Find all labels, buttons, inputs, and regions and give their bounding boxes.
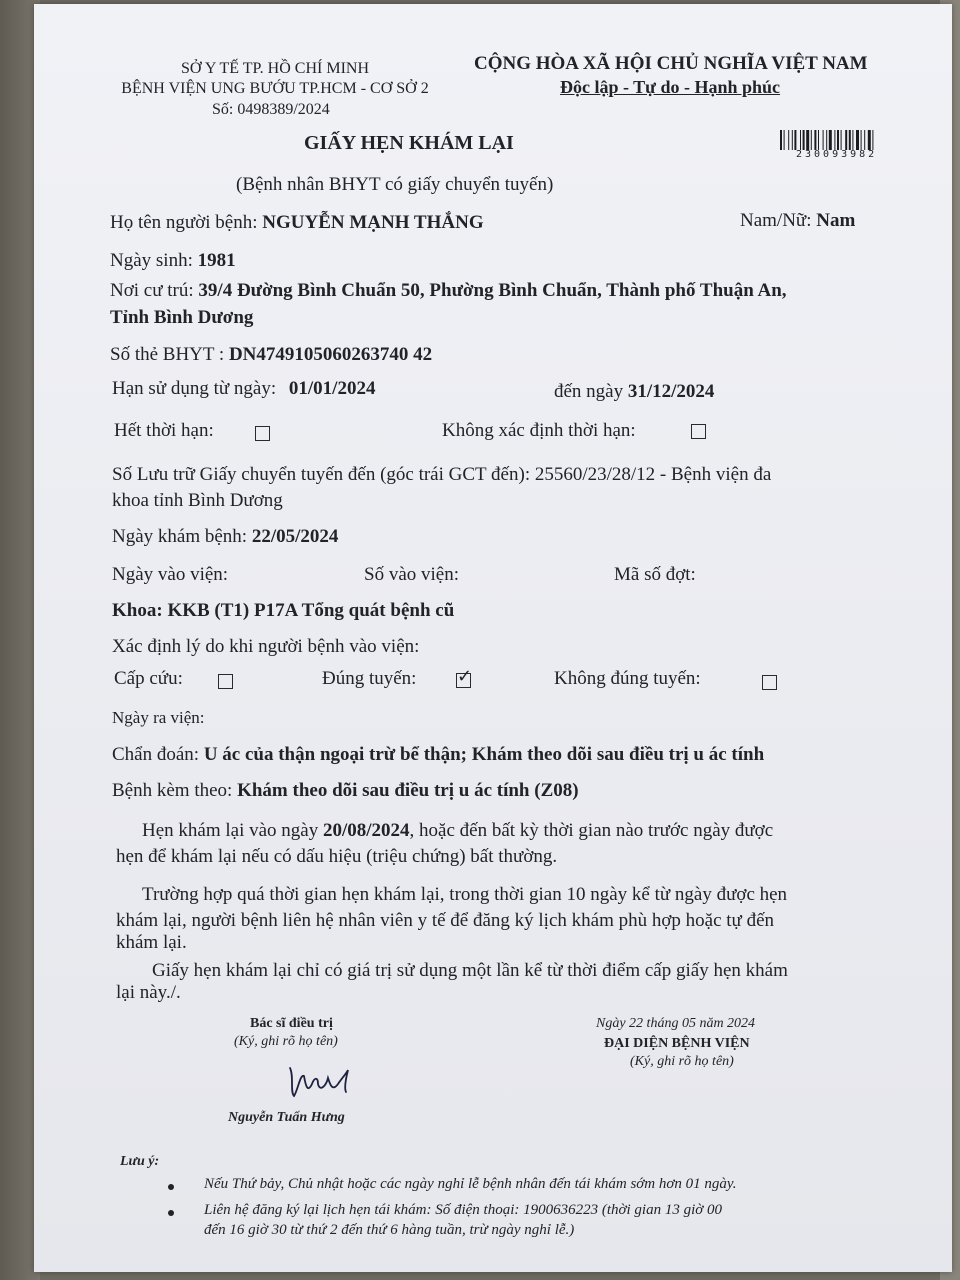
paragraph1-post: , hoặc đến bất kỳ thời gian nào trước ngày được	[409, 820, 774, 841]
note-item2-line2: đến 16 giờ 30 từ thứ 2 đến thứ 6 hàng tuần, trừ ngày nghỉ lễ.)	[204, 1222, 575, 1238]
national-title: CỘNG HÒA XÃ HỘI CHỦ NGHĨA VIỆT NAM	[474, 53, 868, 74]
barcode-number: 230093982	[796, 149, 878, 160]
gender-label: Nam/Nữ:	[740, 210, 812, 231]
admission-reason-label: Xác định lý do khi người bệnh vào viện:	[112, 636, 420, 657]
document-subtitle: (Bệnh nhân BHYT có giấy chuyển tuyến)	[236, 174, 554, 195]
note-item1: Nếu Thứ bảy, Chủ nhật hoặc các ngày nghỉ lễ bệnh nhân đến tái khám sớm hơn 01 ngày.	[204, 1176, 737, 1192]
referral-line2: khoa tỉnh Bình Dương	[112, 490, 283, 511]
admit-date-label: Ngày vào viện:	[112, 564, 229, 585]
valid-from-row	[112, 378, 375, 400]
exam-date-label: Ngày khám bệnh:	[112, 526, 248, 547]
paragraph3-line2: lại này./.	[116, 982, 181, 1003]
doctor-name: Nguyễn Tuấn Hưng	[228, 1110, 345, 1125]
paragraph2-line1: Trường hợp quá thời gian hẹn khám lại, trong thời gian 10 ngày kể từ ngày được hẹn	[142, 884, 788, 905]
bullet-icon	[168, 1184, 174, 1190]
doctor-sign-note: (Ký, ghi rõ họ tên)	[234, 1034, 338, 1049]
address-row	[110, 280, 787, 302]
correct-route-label: Đúng tuyến:	[322, 668, 417, 689]
patient-name: NGUYỄN MẠNH THẮNG	[262, 212, 484, 233]
valid-from-value: 01/01/2024	[288, 378, 376, 399]
gender-value: Nam	[816, 210, 856, 231]
comorbidity-value: Khám theo dõi sau điều trị u ác tính (Z08)	[237, 780, 579, 801]
patient-name-row	[110, 212, 484, 234]
diagnosis-row	[112, 744, 764, 766]
dob-label: Ngày sinh:	[110, 250, 193, 271]
department-label: Khoa:	[112, 600, 163, 621]
diagnosis-label: Chẩn đoán:	[112, 744, 200, 765]
document-title: GIẤY HẸN KHÁM LẠI	[304, 132, 514, 154]
insurance-card-label: Số thẻ BHYT :	[110, 344, 225, 365]
wrong-route-checkbox[interactable]	[762, 675, 777, 690]
paragraph1-pre: Hẹn khám lại vào ngày	[142, 820, 323, 841]
paragraph1-line1	[142, 820, 773, 842]
expired-label: Hết thời hạn:	[114, 420, 214, 441]
valid-to-label: đến ngày	[554, 381, 624, 402]
doctor-title: Bác sĩ điều trị	[250, 1016, 333, 1031]
comorbidity-label: Bệnh kèm theo:	[112, 780, 233, 801]
gender-row	[740, 210, 855, 232]
admit-number-label: Số vào viện:	[364, 564, 459, 585]
referral-line1: Số Lưu trữ Giấy chuyển tuyến đến (góc trái GCT đến): 25560/23/28/12 - Bệnh viện đa	[112, 464, 772, 485]
document-number: Số: 0498389/2024	[212, 101, 330, 118]
doctor-signature-icon	[284, 1062, 364, 1102]
hospital-sign-note: (Ký, ghi rõ họ tên)	[630, 1054, 734, 1069]
exam-date-row	[112, 526, 338, 548]
paragraph2-line2: khám lại, người bệnh liên hệ nhân viên y tế để đăng ký lịch khám phù hợp hoặc tự đến	[116, 910, 775, 931]
address-line1: 39/4 Đường Bình Chuẩn 50, Phường Bình Chuẩn, Thành phố Thuận An,	[198, 280, 787, 301]
dob-row	[110, 250, 236, 272]
valid-to-value: 31/12/2024	[627, 381, 715, 402]
appointment-paper	[34, 4, 952, 1272]
patient-name-label: Họ tên người bệnh:	[110, 212, 258, 233]
expired-checkbox[interactable]	[255, 426, 270, 441]
reappointment-date: 20/08/2024	[322, 820, 410, 841]
valid-to-row	[554, 381, 714, 403]
address-label: Nơi cư trú:	[110, 280, 194, 301]
comorbidity-row	[112, 780, 579, 802]
paragraph2-line3: khám lại.	[116, 932, 187, 953]
barcode	[780, 130, 944, 166]
exam-date-value: 22/05/2024	[251, 526, 339, 547]
insurance-card-row	[110, 344, 432, 366]
bullet-icon	[168, 1210, 174, 1216]
undetermined-label: Không xác định thời hạn:	[442, 420, 636, 441]
checkmark-icon: ✓	[457, 666, 473, 687]
emergency-checkbox[interactable]	[218, 674, 233, 689]
paragraph3-line1: Giấy hẹn khám lại chỉ có giá trị sử dụng một lần kể từ thời điểm cấp giấy hẹn khám	[152, 960, 788, 981]
insurance-card-number: DN4749105060263740 42	[228, 344, 433, 365]
dob-value: 1981	[197, 250, 236, 271]
header-left-line2: BỆNH VIỆN UNG BƯỚU TP.HCM - CƠ SỞ 2	[121, 80, 429, 97]
note-item2-line1: Liên hệ đăng ký lại lịch hẹn tái khám: Số điện thoại: 1900636223 (thời gian 13 giờ 00	[204, 1202, 723, 1218]
notes-label: Lưu ý:	[120, 1154, 160, 1169]
wrong-route-label: Không đúng tuyến:	[554, 668, 701, 689]
hospital-representative-title: ĐẠI DIỆN BỆNH VIỆN	[604, 1036, 750, 1051]
paragraph1-line2: hẹn để khám lại nếu có dấu hiệu (triệu chứng) bất thường.	[116, 846, 558, 867]
emergency-label: Cấp cứu:	[114, 668, 183, 689]
discharge-date-label: Ngày ra viện:	[112, 708, 205, 727]
address-line2: Tỉnh Bình Dương	[110, 307, 254, 328]
valid-from-label: Hạn sử dụng từ ngày:	[112, 378, 277, 399]
diagnosis-value: U ác của thận ngoại trừ bể thận; Khám theo dõi sau điều trị u ác tính	[203, 744, 765, 765]
issue-date: Ngày 22 tháng 05 năm 2024	[596, 1016, 756, 1031]
department-value: KKB (T1) P17A Tổng quát bệnh cũ	[167, 600, 455, 621]
header-left-line1: SỞ Y TẾ TP. HỒ CHÍ MINH	[180, 60, 369, 77]
correct-route-checkbox[interactable]	[456, 666, 473, 688]
department-row	[112, 600, 454, 622]
undetermined-checkbox[interactable]	[691, 424, 706, 439]
batch-code-label: Mã số đợt:	[614, 564, 696, 585]
national-motto: Độc lập - Tự do - Hạnh phúc	[560, 77, 781, 97]
